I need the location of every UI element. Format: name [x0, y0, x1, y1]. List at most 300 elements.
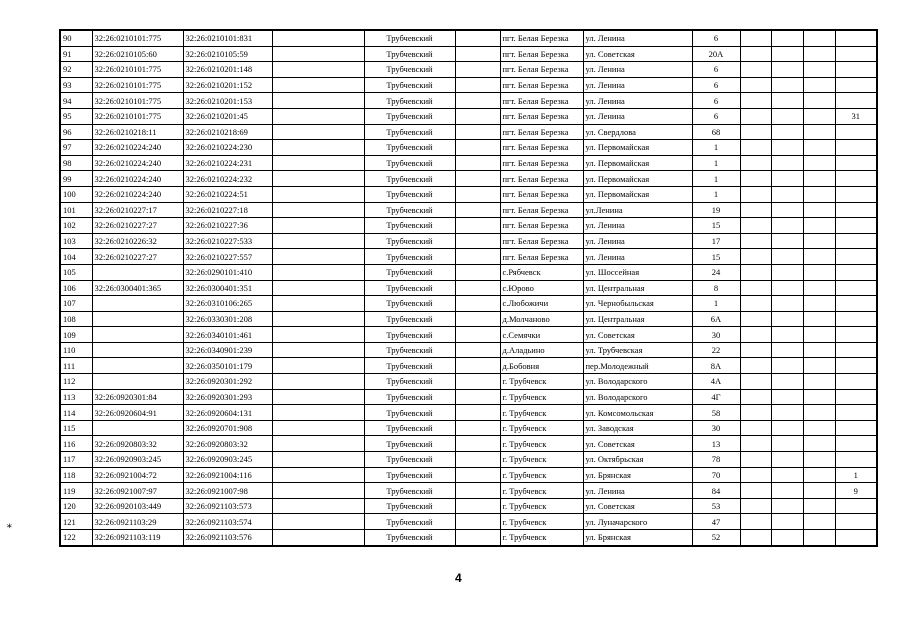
- table-cell: [740, 483, 771, 499]
- table-cell: [92, 374, 183, 390]
- table-cell: [803, 420, 835, 436]
- table-cell: [92, 327, 183, 343]
- table-cell: д.Аладьино: [500, 342, 583, 358]
- table-row: [60, 498, 877, 514]
- table-cell: пгт. Белая Березка: [500, 155, 583, 171]
- table-cell: [272, 342, 364, 358]
- table-cell: [740, 358, 771, 374]
- table-cell: ул. Первомайская: [583, 171, 692, 187]
- table-cell: Трубчевский: [364, 483, 455, 499]
- table-cell: [455, 405, 500, 421]
- table-cell: пгт. Белая Березка: [500, 218, 583, 234]
- table-cell: 32:26:0921007:98: [183, 483, 272, 499]
- table-cell: 32:26:0210224:232: [183, 171, 272, 187]
- table-cell: Трубчевский: [364, 327, 455, 343]
- table-cell: 32:26:0300401:351: [183, 280, 272, 296]
- table-cell: 20А: [692, 46, 740, 62]
- table-cell: 52: [692, 530, 740, 546]
- table-cell: Трубчевский: [364, 514, 455, 530]
- table-cell: 96: [60, 124, 92, 140]
- table-row: [60, 342, 877, 358]
- table-row: [60, 202, 877, 218]
- table-cell: [272, 498, 364, 514]
- table-cell: 32:26:0210101:775: [92, 93, 183, 109]
- table-cell: 32:26:0920301:293: [183, 389, 272, 405]
- table-cell: [272, 202, 364, 218]
- table-cell: 97: [60, 140, 92, 156]
- table-row: [60, 124, 877, 140]
- table-cell: 1: [692, 186, 740, 202]
- table-cell: 90: [60, 30, 92, 46]
- table-cell: ул. Ленина: [583, 249, 692, 265]
- table-cell: 32:26:0210224:240: [92, 155, 183, 171]
- table-cell: 32:26:0210224:231: [183, 155, 272, 171]
- table-cell: пгт. Белая Березка: [500, 62, 583, 78]
- table-cell: [835, 124, 877, 140]
- table-cell: 32:26:0290101:410: [183, 264, 272, 280]
- table-cell: 15: [692, 249, 740, 265]
- table-cell: пгт. Белая Березка: [500, 30, 583, 46]
- table-cell: Трубчевский: [364, 498, 455, 514]
- table-cell: [455, 514, 500, 530]
- table-cell: [272, 77, 364, 93]
- table-cell: 32:26:0210201:148: [183, 62, 272, 78]
- table-cell: [803, 342, 835, 358]
- table-cell: [455, 249, 500, 265]
- table-cell: [803, 467, 835, 483]
- table-cell: [455, 498, 500, 514]
- table-cell: [835, 233, 877, 249]
- table-cell: 24: [692, 264, 740, 280]
- table-cell: [740, 77, 771, 93]
- table-cell: 31: [835, 108, 877, 124]
- table-cell: [803, 218, 835, 234]
- table-cell: [771, 358, 803, 374]
- table-cell: ул. Первомайская: [583, 155, 692, 171]
- table-cell: 95: [60, 108, 92, 124]
- table-row: [60, 452, 877, 468]
- table-cell: г. Трубчевск: [500, 530, 583, 546]
- table-cell: 32:26:0210227:533: [183, 233, 272, 249]
- table-cell: 32:26:0921103:29: [92, 514, 183, 530]
- table-cell: [835, 389, 877, 405]
- table-cell: [803, 436, 835, 452]
- table-cell: [740, 140, 771, 156]
- table-cell: [92, 420, 183, 436]
- table-cell: 91: [60, 46, 92, 62]
- table-cell: г. Трубчевск: [500, 467, 583, 483]
- table-cell: 120: [60, 498, 92, 514]
- table-cell: [740, 155, 771, 171]
- table-cell: 19: [692, 202, 740, 218]
- table-cell: [272, 249, 364, 265]
- table-cell: ул. Ленина: [583, 483, 692, 499]
- table-cell: 107: [60, 296, 92, 312]
- table-cell: [740, 62, 771, 78]
- table-cell: г. Трубчевск: [500, 514, 583, 530]
- table-cell: [835, 311, 877, 327]
- table-cell: [740, 311, 771, 327]
- table-cell: [803, 77, 835, 93]
- table-cell: 32:26:0921007:97: [92, 483, 183, 499]
- table-cell: [835, 155, 877, 171]
- table-cell: [771, 530, 803, 546]
- table-cell: [803, 311, 835, 327]
- table-cell: [455, 389, 500, 405]
- table-cell: с.Семячки: [500, 327, 583, 343]
- table-row: [60, 233, 877, 249]
- table-cell: [835, 420, 877, 436]
- table-cell: [455, 374, 500, 390]
- table-cell: [455, 155, 500, 171]
- table-cell: [771, 155, 803, 171]
- table-cell: [272, 155, 364, 171]
- table-cell: 13: [692, 436, 740, 452]
- table-cell: [272, 311, 364, 327]
- table-cell: [771, 249, 803, 265]
- table-cell: [92, 264, 183, 280]
- table-cell: 4Г: [692, 389, 740, 405]
- table-cell: [771, 311, 803, 327]
- table-cell: [740, 249, 771, 265]
- table-cell: Трубчевский: [364, 249, 455, 265]
- table-cell: [835, 342, 877, 358]
- table-cell: Трубчевский: [364, 530, 455, 546]
- table-cell: с.Юрово: [500, 280, 583, 296]
- table-cell: [835, 264, 877, 280]
- table-cell: г. Трубчевск: [500, 389, 583, 405]
- table-cell: г. Трубчевск: [500, 498, 583, 514]
- table-cell: 6: [692, 30, 740, 46]
- table-cell: [455, 296, 500, 312]
- table-cell: [740, 46, 771, 62]
- table-cell: 103: [60, 233, 92, 249]
- table-cell: [835, 46, 877, 62]
- table-cell: [740, 374, 771, 390]
- table-cell: ул.Ленина: [583, 202, 692, 218]
- table-cell: 92: [60, 62, 92, 78]
- table-cell: [272, 452, 364, 468]
- table-row: [60, 108, 877, 124]
- table-cell: [835, 296, 877, 312]
- table-cell: [740, 452, 771, 468]
- table-cell: [835, 374, 877, 390]
- table-cell: 102: [60, 218, 92, 234]
- table-cell: [272, 436, 364, 452]
- table-cell: [803, 530, 835, 546]
- table-cell: [455, 311, 500, 327]
- table-cell: [771, 30, 803, 46]
- table-cell: 32:26:0210227:18: [183, 202, 272, 218]
- table-cell: 30: [692, 420, 740, 436]
- table-cell: [803, 483, 835, 499]
- table-cell: 108: [60, 311, 92, 327]
- table-row: [60, 171, 877, 187]
- table-cell: [835, 218, 877, 234]
- table-cell: 32:26:0210201:153: [183, 93, 272, 109]
- table-cell: [740, 389, 771, 405]
- table-cell: [771, 483, 803, 499]
- table-row: [60, 62, 877, 78]
- table-cell: [835, 93, 877, 109]
- table-row: [60, 436, 877, 452]
- table-row: [60, 280, 877, 296]
- table-cell: 32:26:0340901:239: [183, 342, 272, 358]
- table-cell: Трубчевский: [364, 452, 455, 468]
- table-cell: 32:26:0340101:461: [183, 327, 272, 343]
- table-cell: Трубчевский: [364, 389, 455, 405]
- table-cell: [771, 296, 803, 312]
- table-cell: ул. Ленина: [583, 108, 692, 124]
- table-cell: [835, 436, 877, 452]
- table-cell: [835, 327, 877, 343]
- table-cell: 53: [692, 498, 740, 514]
- table-cell: 32:26:0210224:240: [92, 140, 183, 156]
- table-cell: пгт. Белая Березка: [500, 202, 583, 218]
- table-cell: [803, 514, 835, 530]
- table-cell: ул. Октябрьская: [583, 452, 692, 468]
- table-cell: 32:26:0210226:32: [92, 233, 183, 249]
- table-cell: ул. Володарского: [583, 389, 692, 405]
- table-cell: [92, 358, 183, 374]
- table-cell: 32:26:0920701:908: [183, 420, 272, 436]
- table-cell: 70: [692, 467, 740, 483]
- table-cell: 32:26:0210227:27: [92, 249, 183, 265]
- table-cell: пгт. Белая Березка: [500, 233, 583, 249]
- table-cell: г. Трубчевск: [500, 436, 583, 452]
- table-cell: [835, 186, 877, 202]
- table-cell: [272, 405, 364, 421]
- table-cell: [740, 467, 771, 483]
- table-cell: 113: [60, 389, 92, 405]
- table-cell: [803, 498, 835, 514]
- table-cell: [803, 452, 835, 468]
- table-cell: ул. Ленина: [583, 233, 692, 249]
- table-cell: 32:26:0920903:245: [92, 452, 183, 468]
- table-cell: [835, 140, 877, 156]
- table-cell: 6: [692, 108, 740, 124]
- table-cell: 32:26:0920103:449: [92, 498, 183, 514]
- table-cell: [835, 514, 877, 530]
- table-cell: 32:26:0920803:32: [92, 436, 183, 452]
- table-cell: 47: [692, 514, 740, 530]
- table-cell: [272, 186, 364, 202]
- table-cell: 99: [60, 171, 92, 187]
- table-cell: 32:26:0210227:557: [183, 249, 272, 265]
- table-cell: ул. Комсомольская: [583, 405, 692, 421]
- table-cell: [455, 483, 500, 499]
- table-cell: ул. Ленина: [583, 218, 692, 234]
- table-cell: [455, 140, 500, 156]
- table-cell: [455, 436, 500, 452]
- table-row: [60, 249, 877, 265]
- table-cell: [771, 436, 803, 452]
- table-cell: 32:26:0210101:831: [183, 30, 272, 46]
- table-cell: ул. Заводская: [583, 420, 692, 436]
- table-cell: пгт. Белая Березка: [500, 108, 583, 124]
- table-cell: 32:26:0920604:131: [183, 405, 272, 421]
- table-cell: [803, 62, 835, 78]
- table-cell: [803, 358, 835, 374]
- table-cell: Трубчевский: [364, 358, 455, 374]
- table-cell: [455, 186, 500, 202]
- table-cell: [803, 93, 835, 109]
- table-cell: пгт. Белая Березка: [500, 77, 583, 93]
- table-row: [60, 46, 877, 62]
- table-cell: 32:26:0921103:574: [183, 514, 272, 530]
- table-cell: 122: [60, 530, 92, 546]
- table-row: [60, 467, 877, 483]
- table-cell: [272, 30, 364, 46]
- table-cell: 118: [60, 467, 92, 483]
- table-cell: [771, 264, 803, 280]
- table-cell: 78: [692, 452, 740, 468]
- table-cell: Трубчевский: [364, 296, 455, 312]
- table-cell: [835, 62, 877, 78]
- table-cell: 104: [60, 249, 92, 265]
- table-cell: [92, 296, 183, 312]
- table-cell: ул. Луначарского: [583, 514, 692, 530]
- table-cell: 32:26:0210227:17: [92, 202, 183, 218]
- table-cell: ул. Центральная: [583, 280, 692, 296]
- table-cell: 32:26:0210218:11: [92, 124, 183, 140]
- table-cell: 32:26:0210224:240: [92, 171, 183, 187]
- table-cell: [272, 264, 364, 280]
- table-cell: 22: [692, 342, 740, 358]
- table-cell: [455, 218, 500, 234]
- table-cell: [835, 530, 877, 546]
- table-cell: [771, 108, 803, 124]
- table-cell: [455, 420, 500, 436]
- table-cell: 100: [60, 186, 92, 202]
- table-cell: д.Бобовня: [500, 358, 583, 374]
- table-cell: [92, 342, 183, 358]
- table-cell: ул. Первомайская: [583, 140, 692, 156]
- table-cell: Трубчевский: [364, 186, 455, 202]
- table-cell: [455, 530, 500, 546]
- table-cell: 112: [60, 374, 92, 390]
- table-cell: [740, 530, 771, 546]
- table-cell: [455, 202, 500, 218]
- table-cell: [803, 30, 835, 46]
- table-cell: [835, 171, 877, 187]
- table-cell: [771, 420, 803, 436]
- table-cell: [455, 62, 500, 78]
- table-cell: [455, 93, 500, 109]
- table-cell: [835, 202, 877, 218]
- table-cell: [455, 452, 500, 468]
- table-cell: 32:26:0920301:84: [92, 389, 183, 405]
- table-row: [60, 218, 877, 234]
- table-cell: [771, 171, 803, 187]
- table-cell: 110: [60, 342, 92, 358]
- table-cell: 121: [60, 514, 92, 530]
- table-cell: Трубчевский: [364, 140, 455, 156]
- table-cell: 8А: [692, 358, 740, 374]
- table-cell: 115: [60, 420, 92, 436]
- table-cell: [771, 186, 803, 202]
- table-cell: 32:26:0210224:51: [183, 186, 272, 202]
- table-cell: 1: [692, 155, 740, 171]
- table-cell: 32:26:0921004:72: [92, 467, 183, 483]
- table-cell: [740, 264, 771, 280]
- table-cell: 32:26:0920301:292: [183, 374, 272, 390]
- table-cell: 32:26:0920604:91: [92, 405, 183, 421]
- table-cell: [272, 389, 364, 405]
- table-cell: Трубчевский: [364, 233, 455, 249]
- table-cell: Трубчевский: [364, 420, 455, 436]
- table-cell: [803, 374, 835, 390]
- table-cell: [272, 467, 364, 483]
- table-cell: 32:26:0210227:27: [92, 218, 183, 234]
- table-cell: 32:26:0210101:775: [92, 108, 183, 124]
- table-cell: 116: [60, 436, 92, 452]
- table-cell: 15: [692, 218, 740, 234]
- table-cell: [771, 62, 803, 78]
- table-cell: пгт. Белая Березка: [500, 171, 583, 187]
- table-cell: [740, 436, 771, 452]
- table-cell: 94: [60, 93, 92, 109]
- table-cell: 32:26:0210101:775: [92, 62, 183, 78]
- table-cell: 9: [835, 483, 877, 499]
- table-cell: [740, 420, 771, 436]
- table-cell: 1: [692, 140, 740, 156]
- table-cell: [740, 108, 771, 124]
- table-cell: [771, 124, 803, 140]
- table-cell: ул. Первомайская: [583, 186, 692, 202]
- table-cell: [803, 46, 835, 62]
- table-cell: 6А: [692, 311, 740, 327]
- table-cell: [803, 108, 835, 124]
- table-cell: 32:26:0350101:179: [183, 358, 272, 374]
- table-cell: 93: [60, 77, 92, 93]
- table-cell: ул. Брянская: [583, 530, 692, 546]
- table-row: [60, 327, 877, 343]
- table-row: [60, 530, 877, 546]
- table-cell: [455, 46, 500, 62]
- table-cell: [272, 233, 364, 249]
- table-cell: с.Рябчевск: [500, 264, 583, 280]
- table-cell: 98: [60, 155, 92, 171]
- table-cell: ул. Брянская: [583, 467, 692, 483]
- table-cell: 1: [835, 467, 877, 483]
- table-cell: 32:26:0210201:45: [183, 108, 272, 124]
- table-body: [60, 30, 877, 546]
- table-cell: 32:26:0210227:36: [183, 218, 272, 234]
- table-cell: 32:26:0921103:576: [183, 530, 272, 546]
- table-cell: [771, 202, 803, 218]
- table-cell: ул. Ленина: [583, 77, 692, 93]
- table-row: [60, 514, 877, 530]
- margin-mark: ∗: [6, 521, 13, 532]
- table-cell: 32:26:0210105:60: [92, 46, 183, 62]
- table-cell: [803, 249, 835, 265]
- table-cell: Трубчевский: [364, 311, 455, 327]
- table-cell: [771, 218, 803, 234]
- table-cell: [455, 467, 500, 483]
- table-cell: ул. Центральная: [583, 311, 692, 327]
- table-cell: [740, 296, 771, 312]
- table-cell: [771, 374, 803, 390]
- table-cell: Трубчевский: [364, 467, 455, 483]
- table-cell: 32:26:0210224:230: [183, 140, 272, 156]
- table-cell: [272, 483, 364, 499]
- table-cell: [740, 280, 771, 296]
- table-row: [60, 155, 877, 171]
- table-cell: [455, 30, 500, 46]
- table-cell: 32:26:0921103:119: [92, 530, 183, 546]
- table-cell: 8: [692, 280, 740, 296]
